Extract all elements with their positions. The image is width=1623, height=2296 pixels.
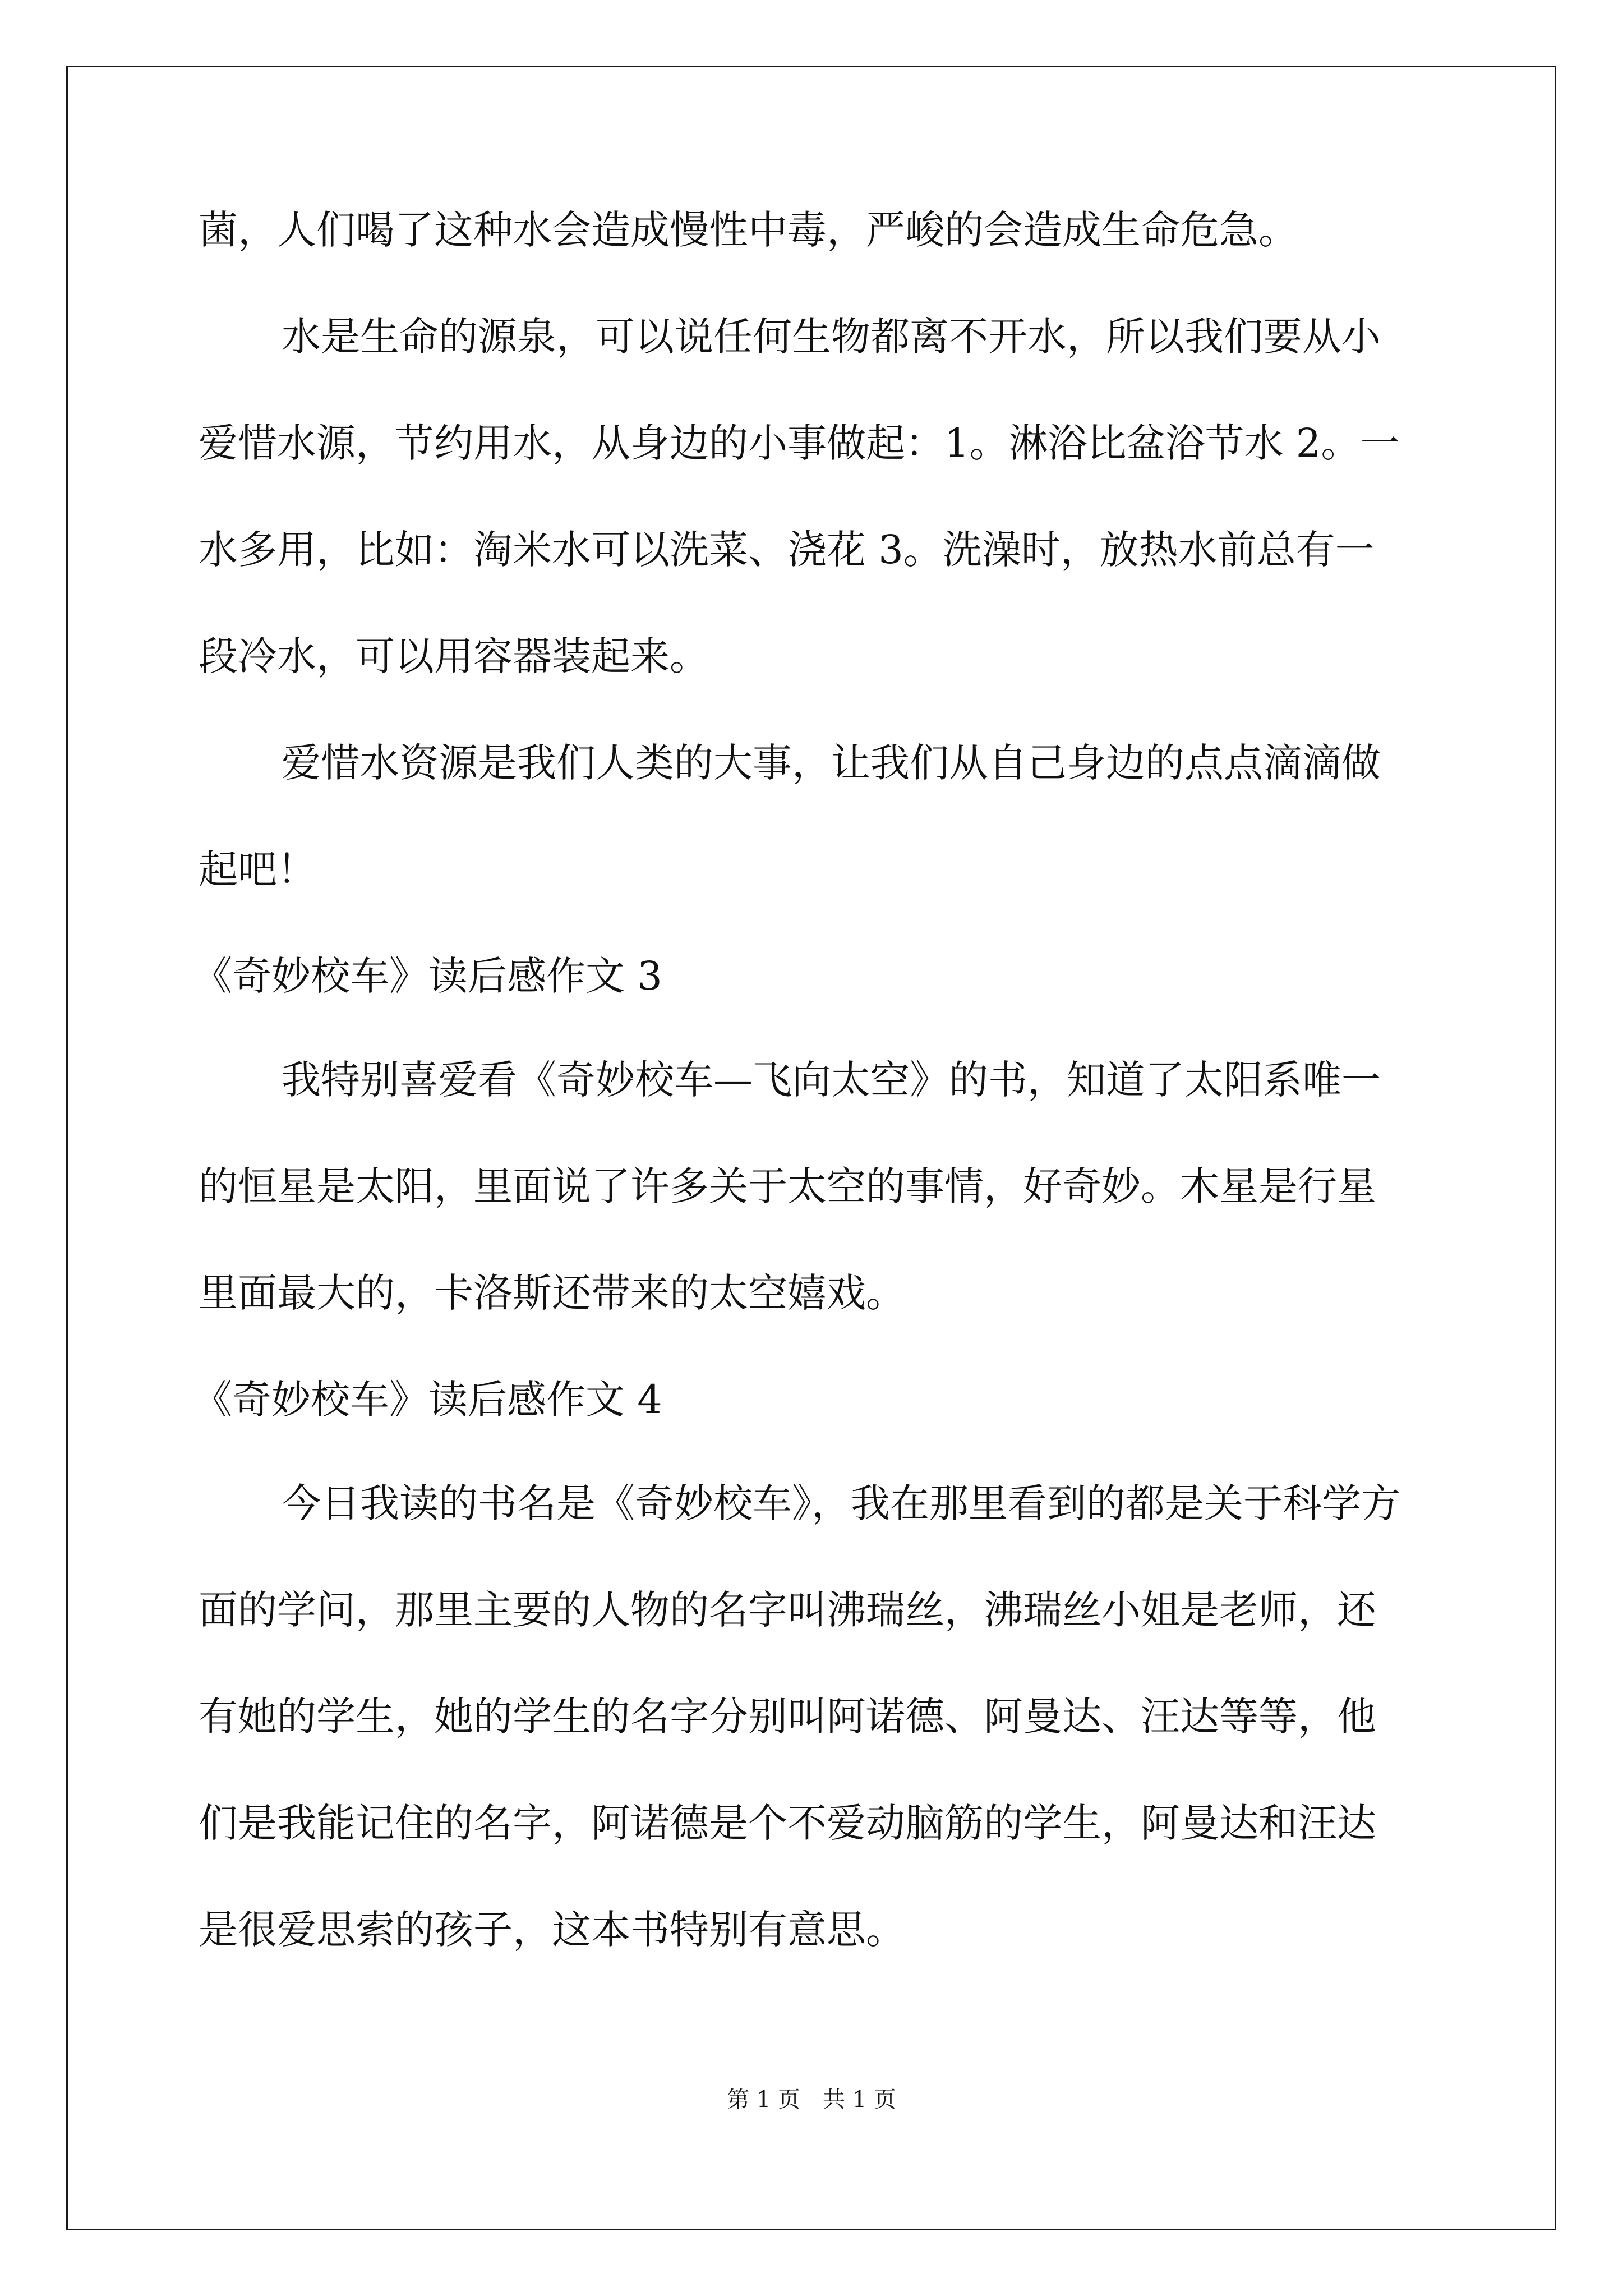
paragraph-line: 里面最大的，卡洛斯还带来的太空嬉戏。 [199, 1270, 905, 1316]
paragraph-line: 爱惜水源，节约用水，从身边的小事做起：1。淋浴比盆浴节水 2。一 [199, 420, 1400, 466]
paragraph-line: 今日我读的书名是《奇妙校车》，我在那里看到的都是关于科学方 [282, 1480, 1400, 1526]
paragraph-line: 水多用，比如：淘米水可以洗菜、浇花 3。洗澡时，放热水前总有一 [199, 527, 1375, 573]
paragraph-line: 们是我能记住的名字，阿诺德是个不爱动脑筋的学生，阿曼达和汪达 [199, 1800, 1376, 1846]
paragraph-line: 的恒星是太阳，里面说了许多关于太空的事情，好奇妙。木星是行星 [199, 1163, 1376, 1209]
paragraph-line: 段冷水，可以用容器装起来。 [199, 633, 709, 679]
paragraph-line: 爱惜水资源是我们人类的大事，让我们从自己身边的点点滴滴做 [282, 740, 1381, 786]
paragraph-line: 我特别喜爱看《奇妙校车—飞向太空》的书，知道了太阳系唯一 [282, 1057, 1381, 1103]
paragraph-line: 是很爱思索的孩子，这本书特别有意思。 [199, 1907, 905, 1953]
paragraph-line: 起吧！ [199, 846, 316, 892]
paragraph-line: 面的学问，那里主要的人物的名字叫沸瑞丝，沸瑞丝小姐是老师，还 [199, 1587, 1376, 1633]
paragraph-line: 有她的学生，她的学生的名字分别叫阿诺德、阿曼达、汪达等等，他 [199, 1694, 1376, 1740]
paragraph-line: 菌，人们喝了这种水会造成慢性中毒，严峻的会造成生命危急。 [199, 207, 1298, 253]
section-heading: 《奇妙校车》读后感作文 4 [193, 1377, 662, 1423]
section-heading: 《奇妙校车》读后感作文 3 [193, 953, 662, 999]
page-number-footer: 第 1 页 共 1 页 [727, 2087, 896, 2113]
paragraph-line: 水是生命的源泉，可以说任何生物都离不开水，所以我们要从小 [282, 314, 1381, 360]
